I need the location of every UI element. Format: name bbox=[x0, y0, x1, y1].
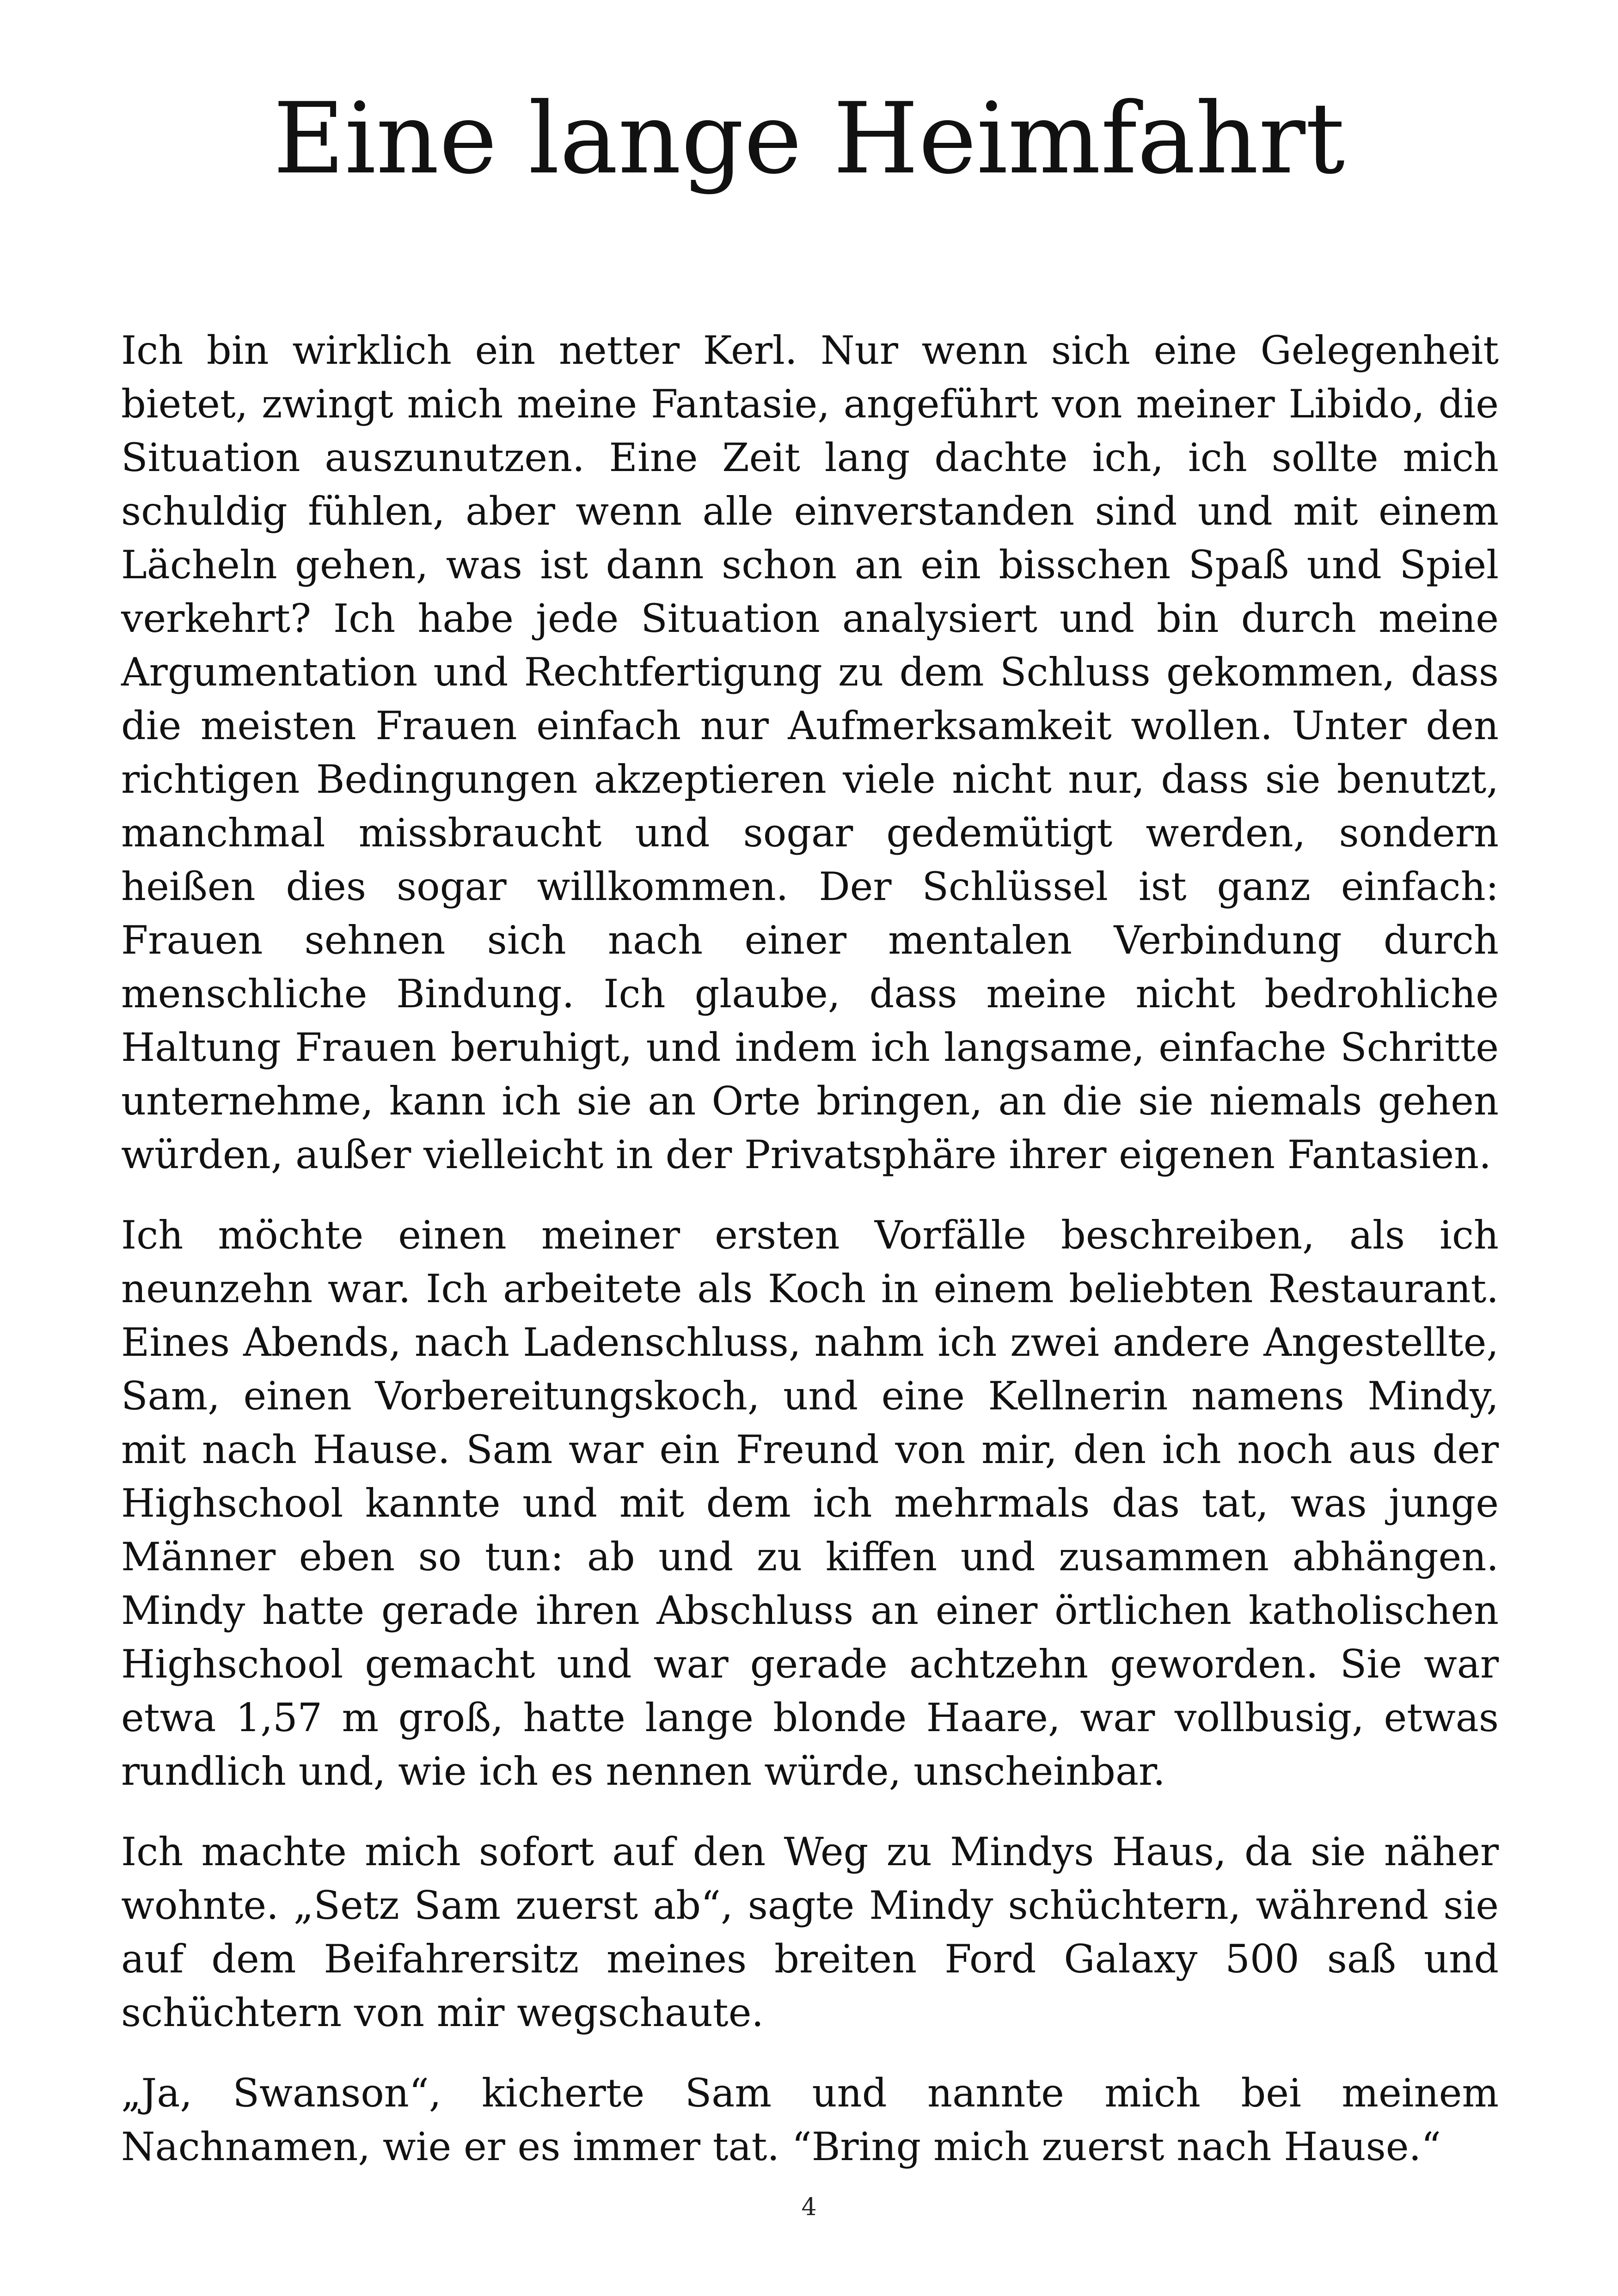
paragraph-2: Ich möchte einen meiner ersten Vorfälle beschreiben, als ich neunzehn war. Ich arbeitete als Koch in einem beliebten Restaurant. Eines Abends, nach Ladenschluss, nahm ich zwei andere Angestellte, Sam, einen Vorbereitungskoch, und eine Kellnerin namens Mindy, mit nach Hause. Sam war ein Freund von mir, den ich noch aus der Highschool kannte und mit dem ich mehrmals das tat, was junge Männer eben so tun: ab und zu kiffen und zusammen abhängen. Mindy hatte gerade ihren Abschluss an einer örtlichen katholischen Highschool gemacht und war gerade achtzehn geworden. Sie war etwa 1,57 m groß, hatte lange blonde Haare, war vollbusig, etwas rundlich und, wie ich es nennen würde, unscheinbar. bbox=[121, 1212, 1499, 1794]
page-number: 4 bbox=[801, 2193, 817, 2221]
body-text bbox=[121, 324, 1499, 2200]
paragraph-3: Ich machte mich sofort auf den Weg zu Mindys Haus, da sie näher wohnte. „Setz Sam zuerst ab“, sagte Mindy schüchtern, während sie auf dem Beifahrersitz meines breiten Ford Galaxy 500 saß und schüchtern von mir wegschaute. bbox=[121, 1829, 1499, 2035]
paragraph-1: Ich bin wirklich ein netter Kerl. Nur wenn sich eine Gelegenheit bietet, zwingt mich meine Fantasie, angeführt von meiner Libido, die Situation auszunutzen. Eine Zeit lang dachte ich, ich sollte mich schuldig fühlen, aber wenn alle einverstanden sind und mit einem Lächeln gehen, was ist dann schon an ein bisschen Spaß und Spiel verkehrt? Ich habe jede Situation analysiert und bin durch meine Argumentation und Rechtfertigung zu dem Schluss gekommen, dass die meisten Frauen einfach nur Aufmerksamkeit wollen. Unter den richtigen Bedingungen akzeptieren viele nicht nur, dass sie benutzt, manchmal missbraucht und sogar gedemütigt werden, sondern heißen dies sogar willkommen. Der Schlüssel ist ganz einfach: Frauen sehnen sich nach einer mentalen Verbindung durch menschliche Bindung. Ich glaube, dass meine nicht bedrohliche Haltung Frauen beruhigt, und indem ich langsame, einfache Schritte unternehme, kann ich sie an Orte bringen, an die sie niemals gehen würden, außer vielleicht in der Privatsphäre ihrer eigenen Fantasien. bbox=[121, 328, 1499, 1177]
page-title: Eine lange Heimfahrt bbox=[273, 81, 1345, 196]
paragraph-4: „Ja, Swanson“, kicherte Sam und nannte mich bei meinem Nachnamen, wie er es immer tat. “Bring mich zuerst nach Hause.“ bbox=[121, 2070, 1499, 2169]
